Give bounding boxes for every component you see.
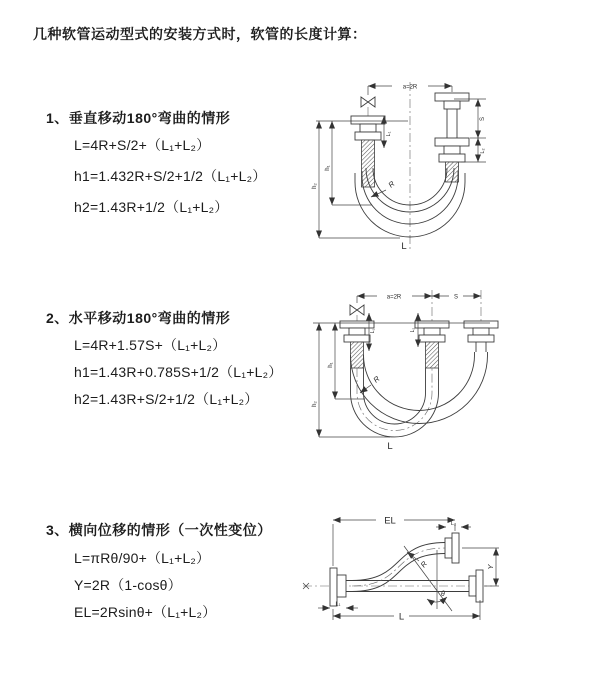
radius-leader: [360, 385, 371, 393]
flange-neck: [444, 101, 460, 109]
section-1-heading: 1、垂直移动180°弯曲的情形: [46, 110, 231, 126]
length-label: L: [387, 441, 393, 452]
braided-hose: [446, 162, 459, 182]
flange: [330, 568, 337, 606]
dim-label-a2r: a=2R: [386, 294, 402, 301]
valve-icon: [361, 97, 375, 107]
technical-drawing: [300, 70, 600, 655]
diagram-horizontal-bend: [312, 290, 498, 452]
flange-hub: [445, 538, 452, 558]
formula-h1-2: h1=1.43R+0.785S+1/2（L₁+L₂）: [74, 364, 283, 380]
flange: [351, 116, 385, 124]
dim-label-h2: h₂: [312, 183, 318, 189]
flange-hub: [337, 575, 346, 597]
dim-label-y: Y: [486, 564, 495, 570]
flange: [435, 93, 469, 101]
flange-neck: [360, 124, 376, 132]
flange: [476, 570, 483, 602]
flange: [355, 132, 381, 140]
dim-label-el: EL: [384, 515, 396, 527]
fitting-middle: [415, 321, 449, 368]
diagram-vertical-bend: [312, 82, 486, 252]
page-title: 几种软管运动型式的安装方式时，软管的长度计算：: [33, 26, 367, 42]
flange: [439, 154, 465, 162]
dim-label-l: L: [398, 611, 405, 623]
dim-label-s: S: [480, 116, 486, 122]
flange-neck: [444, 146, 460, 154]
hose-curve: [352, 543, 445, 581]
dim-label-l2: L₂: [410, 327, 416, 333]
flange: [452, 533, 459, 563]
formula-l3: L=πRθ/90+（L₁+L₂）: [74, 550, 211, 566]
radius-label: R: [418, 559, 430, 570]
flange: [435, 138, 469, 146]
formula-y3: Y=2R（1-cosθ）: [74, 577, 182, 593]
formula-h2-1: h2=1.43R+1/2（L₁+L₂）: [74, 199, 229, 215]
flange-hub: [469, 576, 476, 596]
length-label: L: [401, 241, 407, 252]
formula-h2-2: h2=1.43R+S/2+1/2（L₁+L₂）: [74, 391, 259, 407]
dim-label-a2r: a=2R: [402, 84, 418, 91]
valve-icon: [350, 305, 364, 315]
formula-h1-1: h1=1.432R+S/2+1/2（L₁+L₂）: [74, 168, 267, 184]
dim-label-s: S: [453, 294, 459, 301]
radius-label: R: [371, 374, 382, 385]
dim-label-l1: L₁: [335, 601, 341, 608]
dim-label-h1: h₁: [325, 165, 331, 171]
hose-curve: [352, 554, 445, 592]
angle-label: θ: [441, 591, 445, 598]
formula-el3: EL=2Rsinθ+（L₁+L₂）: [74, 604, 217, 620]
radius-label: R: [386, 179, 397, 190]
formula-l1: L=4R+S/2+（L₁+L₂）: [74, 137, 211, 153]
fitting-right: [464, 321, 498, 352]
dim-label-l2: L₂: [480, 148, 486, 154]
dim-label-l1: L₁: [386, 131, 392, 137]
section-3-heading: 3、横向位移的情形（一次性变位）: [46, 522, 272, 538]
dim-label-l1: L₁: [370, 328, 376, 334]
diagram-lateral-displacement: [303, 516, 499, 623]
dim-label-h2: h₂: [312, 401, 318, 407]
section-2-heading: 2、水平移动180°弯曲的情形: [46, 310, 231, 326]
formula-l2: L=4R+1.57S+（L₁+L₂）: [74, 337, 227, 353]
dim-label-h1: h₁: [328, 362, 334, 368]
dim-label-l2: L₂: [450, 521, 457, 527]
